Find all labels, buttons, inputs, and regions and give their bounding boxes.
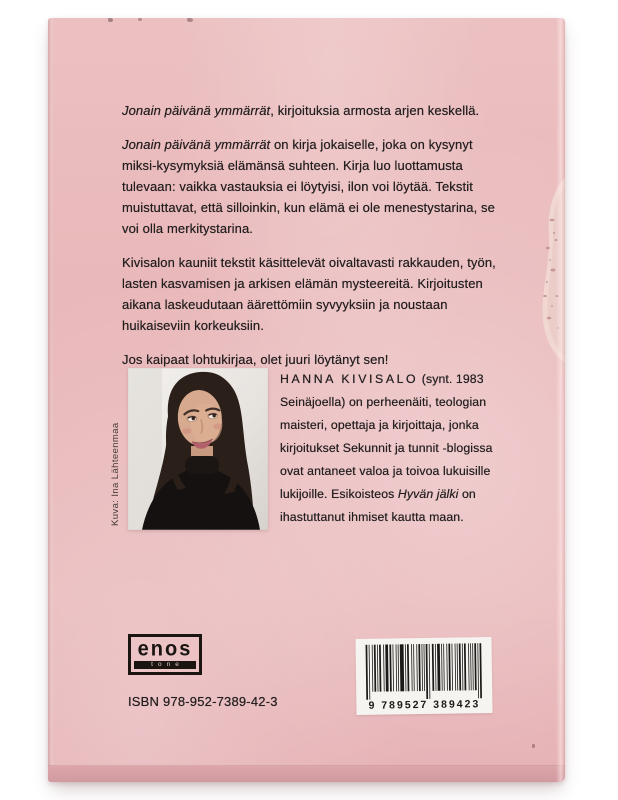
blurb-paragraph-3: Jos kaipaat lohtukirjaa, olet juuri löytänyt sen! <box>122 352 389 367</box>
publisher-logo-main: enos <box>137 637 193 661</box>
barcode-digits: 9 789527 389423 <box>368 698 481 712</box>
author-bio <box>280 368 506 530</box>
book-title-italic: Jonain päivänä ymmärrät <box>122 137 271 152</box>
publisher-logo-sub: tone <box>134 661 196 669</box>
author-section <box>128 368 506 530</box>
bio-text-1: (synt. 1983 Seinäjoella) on perheenäiti, teologian maisteri, opettaja ja kirjoittaja, jonka kirjoitukset Sekunnit ja tunnit -blogissa ovat antaneet valoa ja toivoa lukuisille lukijoille. Esikoisteos <box>280 372 493 501</box>
cover-scuff-mark <box>138 18 142 21</box>
bio-text-2: on ihastuttanut ihmiset kautta maan. <box>280 487 476 524</box>
bio-book-title-italic: Hyvän jälki <box>397 487 459 501</box>
publisher-logo <box>128 634 202 675</box>
book-cover <box>48 18 565 782</box>
tagline-book-title: Jonain päivänä ymmärrät <box>122 103 271 118</box>
jacket-damage-texture <box>535 178 565 363</box>
tagline: Jonain päivänä ymmärrät, kirjoituksia armosta arjen keskellä. <box>122 103 480 118</box>
blurb-paragraph-1: Jonain päivänä ymmärrät on kirja jokaiselle, joka on kysynyt miksi-kysymyksiä elämänsä suhteen. Kirja luo luottamusta tulevaan: vaikka vastauksia ei löytyisi, ilon voi löytää. Tekstit muistuttavat, että silloinkin, kun elämä ei ole menestystarina, se voi olla merkitystarina. <box>122 137 495 236</box>
barcode-label <box>355 637 492 715</box>
cover-scuff-mark <box>187 18 193 22</box>
isbn-text: ISBN 978-952-7389-42-3 <box>128 694 278 709</box>
cover-scuff-mark <box>108 18 113 22</box>
blurb-paragraph-2: Kivisalon kauniit tekstit käsittelevät oivaltavasti rakkauden, työn, lasten kasvamisen ja arkisen elämän mysteereitä. Kirjoitusten aikana laskeudutaan äärettömiin syvyyksiin ja noustaan huikaiseviin korkeuksiin. <box>122 255 496 333</box>
book-bottom-edge <box>48 766 565 782</box>
cover-scuff-mark <box>532 744 535 748</box>
barcode-bars <box>363 641 486 703</box>
author-photo <box>128 368 268 530</box>
photo-credit: Kuva: Ina Lähteenmaa <box>110 422 121 526</box>
author-name: HANNA KIVISALO <box>280 372 419 386</box>
back-cover-blurb <box>122 100 510 383</box>
